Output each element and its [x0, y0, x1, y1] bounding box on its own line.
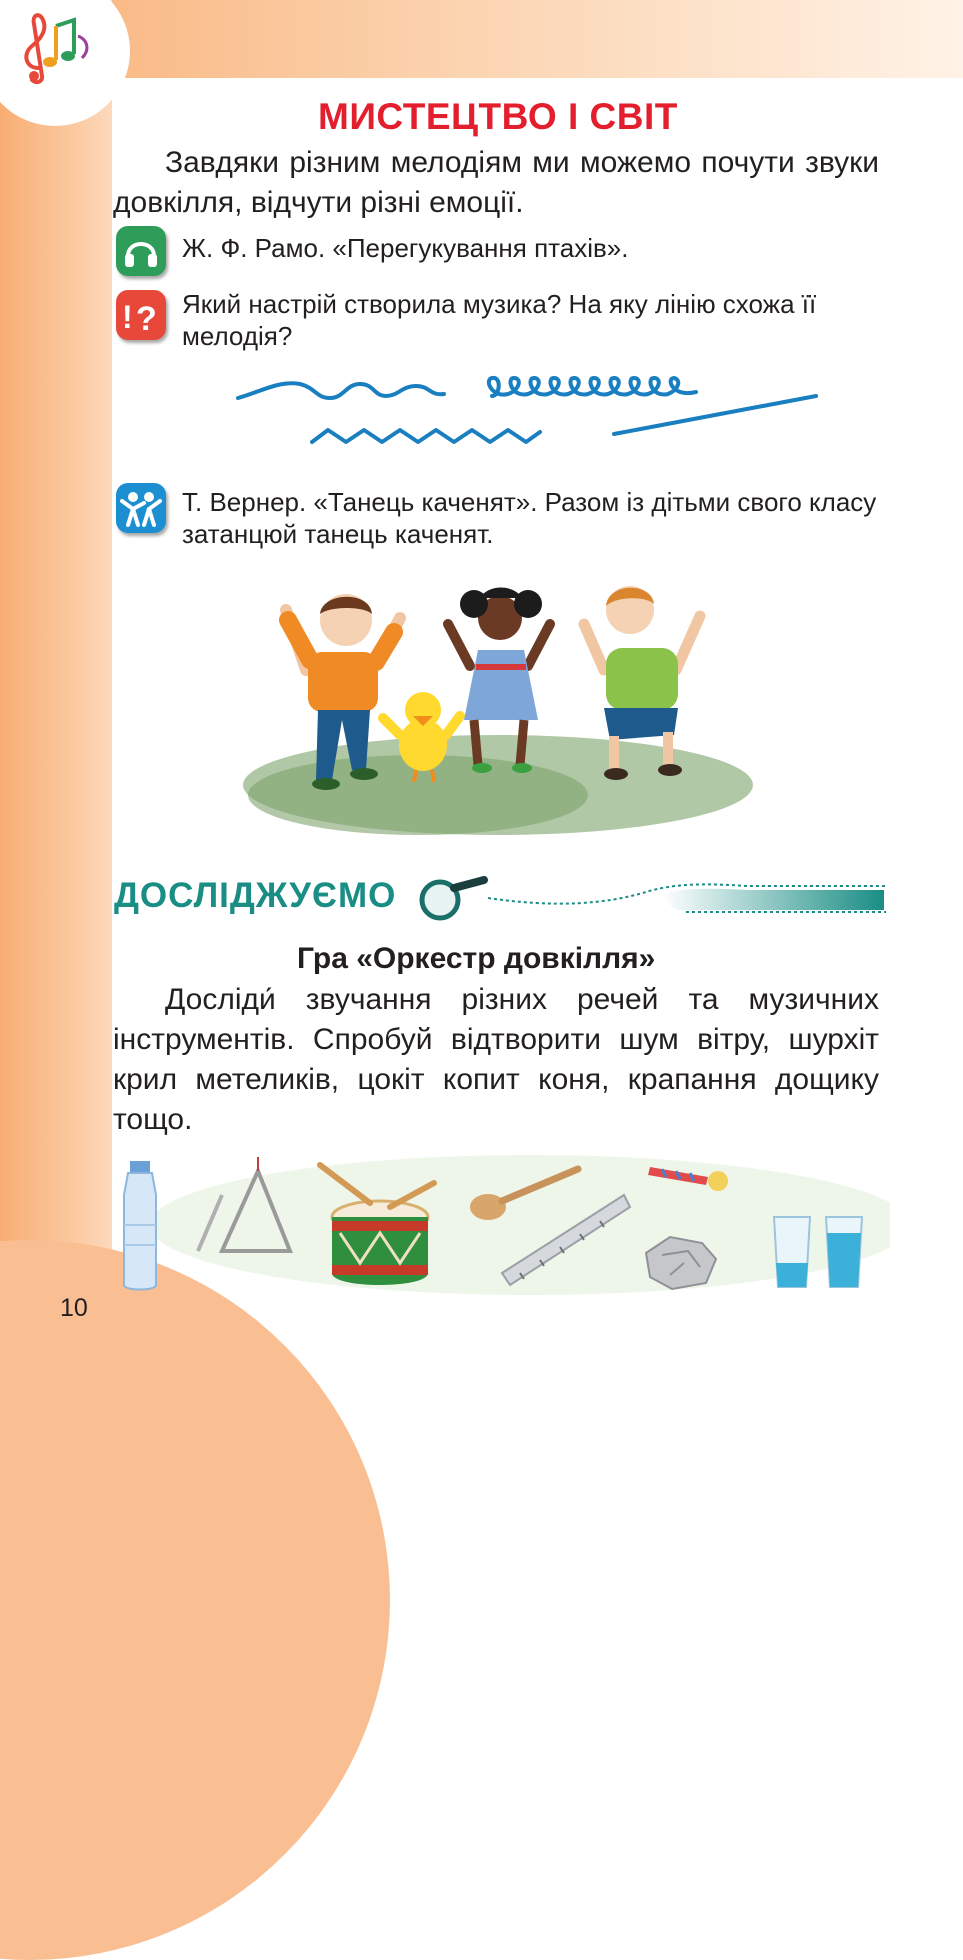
game-title: Гра «Оркестр довкілля» — [297, 942, 656, 975]
intro-text: Завдяки різним мелодіям ми можемо почути звуки довкілля, відчути різні емоції. — [113, 146, 879, 219]
section-title: МИСТЕЦТВО І СВІТ — [318, 96, 678, 137]
music-notes-icon — [8, 6, 98, 86]
loop-line — [489, 378, 696, 396]
question-task-icon — [116, 290, 166, 340]
dancing-people-icon — [116, 483, 166, 533]
left-decor-band — [0, 0, 112, 1394]
question-task-text: Який настрій створила музика? На яку лінію схожа її мелодія? — [182, 289, 817, 351]
explore-text: Досліди́ звучання різних речей та музичних інструментів. Спробуй відтворити шум вітру, шурхіт крил метеликів, цокіт копит коня, крапання дощику тощо. — [113, 983, 879, 1136]
explore-paragraph — [113, 980, 879, 1140]
sound-objects-illustration — [110, 1155, 890, 1300]
straight-line — [614, 396, 816, 434]
svg-text:!: ! — [122, 299, 133, 335]
question-icon — [116, 290, 166, 340]
melody-lines-illustration — [230, 362, 830, 462]
magnifier-banner — [416, 872, 888, 924]
listen-task-text: Ж. Ф. Рамо. «Перегукування птахів». — [182, 233, 629, 263]
wavy-line — [238, 383, 444, 398]
svg-text:?: ? — [136, 300, 157, 338]
zigzag-line — [312, 430, 540, 442]
dancing-children-illustration — [238, 570, 758, 845]
headphones-icon — [116, 226, 166, 276]
page-number: 10 — [60, 1294, 88, 1322]
intro-paragraph — [113, 143, 879, 223]
dance-task-text: Т. Вернер. «Танець каченят». Разом із дітьми свого класу затанцюй танець каченят. — [182, 487, 877, 549]
top-decor-band — [0, 0, 963, 78]
bottom-corner-decor — [0, 1240, 390, 1960]
dance-task-icon — [116, 483, 166, 533]
explore-heading: ДОСЛІДЖУЄМО — [114, 876, 397, 915]
magnifier-icon — [422, 880, 484, 918]
plastic-bottle — [124, 1161, 156, 1290]
listen-task-icon — [116, 226, 166, 276]
